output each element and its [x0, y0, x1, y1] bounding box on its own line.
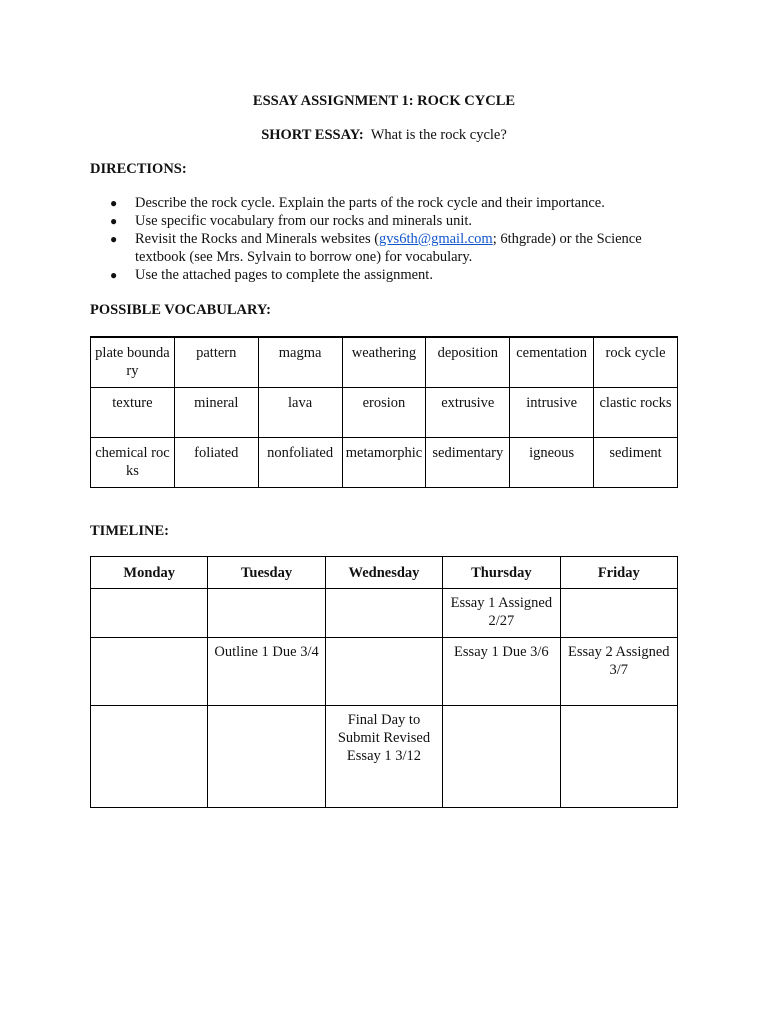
timeline-cell — [91, 589, 208, 638]
vocab-cell: plate boundary — [91, 337, 175, 388]
table-row — [91, 337, 678, 388]
list-item: ● Use the attached pages to complete the assignment. — [90, 266, 690, 284]
list-item: ● Use specific vocabulary from our rocks and minerals unit. — [90, 212, 690, 230]
timeline-cell: Essay 2 Assigned 3/7 — [560, 638, 677, 706]
timeline-heading: TIMELINE: — [90, 523, 169, 539]
vocab-cell: sediment — [594, 438, 678, 488]
vocab-cell: rock cycle — [594, 337, 678, 388]
timeline-table — [90, 556, 678, 808]
vocabulary-table — [90, 336, 678, 488]
email-link[interactable]: gvs6th@gmail.com — [379, 231, 493, 247]
vocab-cell: nonfoliated — [258, 438, 342, 488]
vocab-cell: sedimentary — [426, 438, 510, 488]
timeline-cell — [325, 638, 442, 706]
vocab-cell: pattern — [174, 337, 258, 388]
page-title: ESSAY ASSIGNMENT 1: ROCK CYCLE — [252, 93, 516, 109]
vocab-cell: mineral — [174, 388, 258, 438]
day-header: Wednesday — [325, 557, 442, 589]
table-row — [91, 589, 678, 638]
list-item — [90, 230, 690, 266]
vocab-cell: texture — [91, 388, 175, 438]
short-essay-prompt — [0, 127, 768, 144]
timeline-cell — [325, 589, 442, 638]
timeline-cell — [91, 706, 208, 808]
timeline-cell — [91, 638, 208, 706]
timeline-cell — [560, 589, 677, 638]
vocab-cell: intrusive — [510, 388, 594, 438]
timeline-cell — [208, 589, 325, 638]
day-header: Monday — [91, 557, 208, 589]
timeline-cell: Essay 1 Assigned 2/27 — [443, 589, 560, 638]
list-item: ● Describe the rock cycle. Explain the parts of the rock cycle and their importance. — [90, 194, 690, 212]
vocab-cell: chemical rocks — [91, 438, 175, 488]
directions-list — [90, 194, 690, 284]
vocab-cell: foliated — [174, 438, 258, 488]
vocab-cell: igneous — [510, 438, 594, 488]
day-header: Friday — [560, 557, 677, 589]
directions-heading: DIRECTIONS: — [90, 161, 187, 177]
day-header: Thursday — [443, 557, 560, 589]
timeline-cell — [443, 706, 560, 808]
day-header: Tuesday — [208, 557, 325, 589]
timeline-cell: Essay 1 Due 3/6 — [443, 638, 560, 706]
vocab-cell: metamorphic — [342, 438, 426, 488]
table-header-row — [91, 557, 678, 589]
list-item-text: ; 6thgrade) or the Science textbook (see Mrs. Sylvain to borrow one) for vocabulary. — [135, 231, 642, 265]
table-row — [91, 638, 678, 706]
short-essay-label: SHORT ESSAY: — [261, 127, 364, 143]
timeline-cell: Outline 1 Due 3/4 — [208, 638, 325, 706]
vocab-cell: erosion — [342, 388, 426, 438]
vocab-cell: magma — [258, 337, 342, 388]
list-item-text: Revisit the Rocks and Minerals websites ( — [135, 231, 380, 247]
vocab-cell: extrusive — [426, 388, 510, 438]
vocab-cell: weathering — [342, 337, 426, 388]
vocab-cell: deposition — [426, 337, 510, 388]
timeline-cell — [208, 706, 325, 808]
table-row — [91, 388, 678, 438]
timeline-cell — [560, 706, 677, 808]
table-row — [91, 706, 678, 808]
timeline-cell: Final Day to Submit Revised Essay 1 3/12 — [325, 706, 442, 808]
short-essay-question: What is the rock cycle? — [370, 127, 507, 143]
vocab-cell: lava — [258, 388, 342, 438]
table-row — [91, 438, 678, 488]
vocab-cell: cementation — [510, 337, 594, 388]
vocabulary-heading: POSSIBLE VOCABULARY: — [90, 302, 271, 318]
vocab-cell: clastic rocks — [594, 388, 678, 438]
